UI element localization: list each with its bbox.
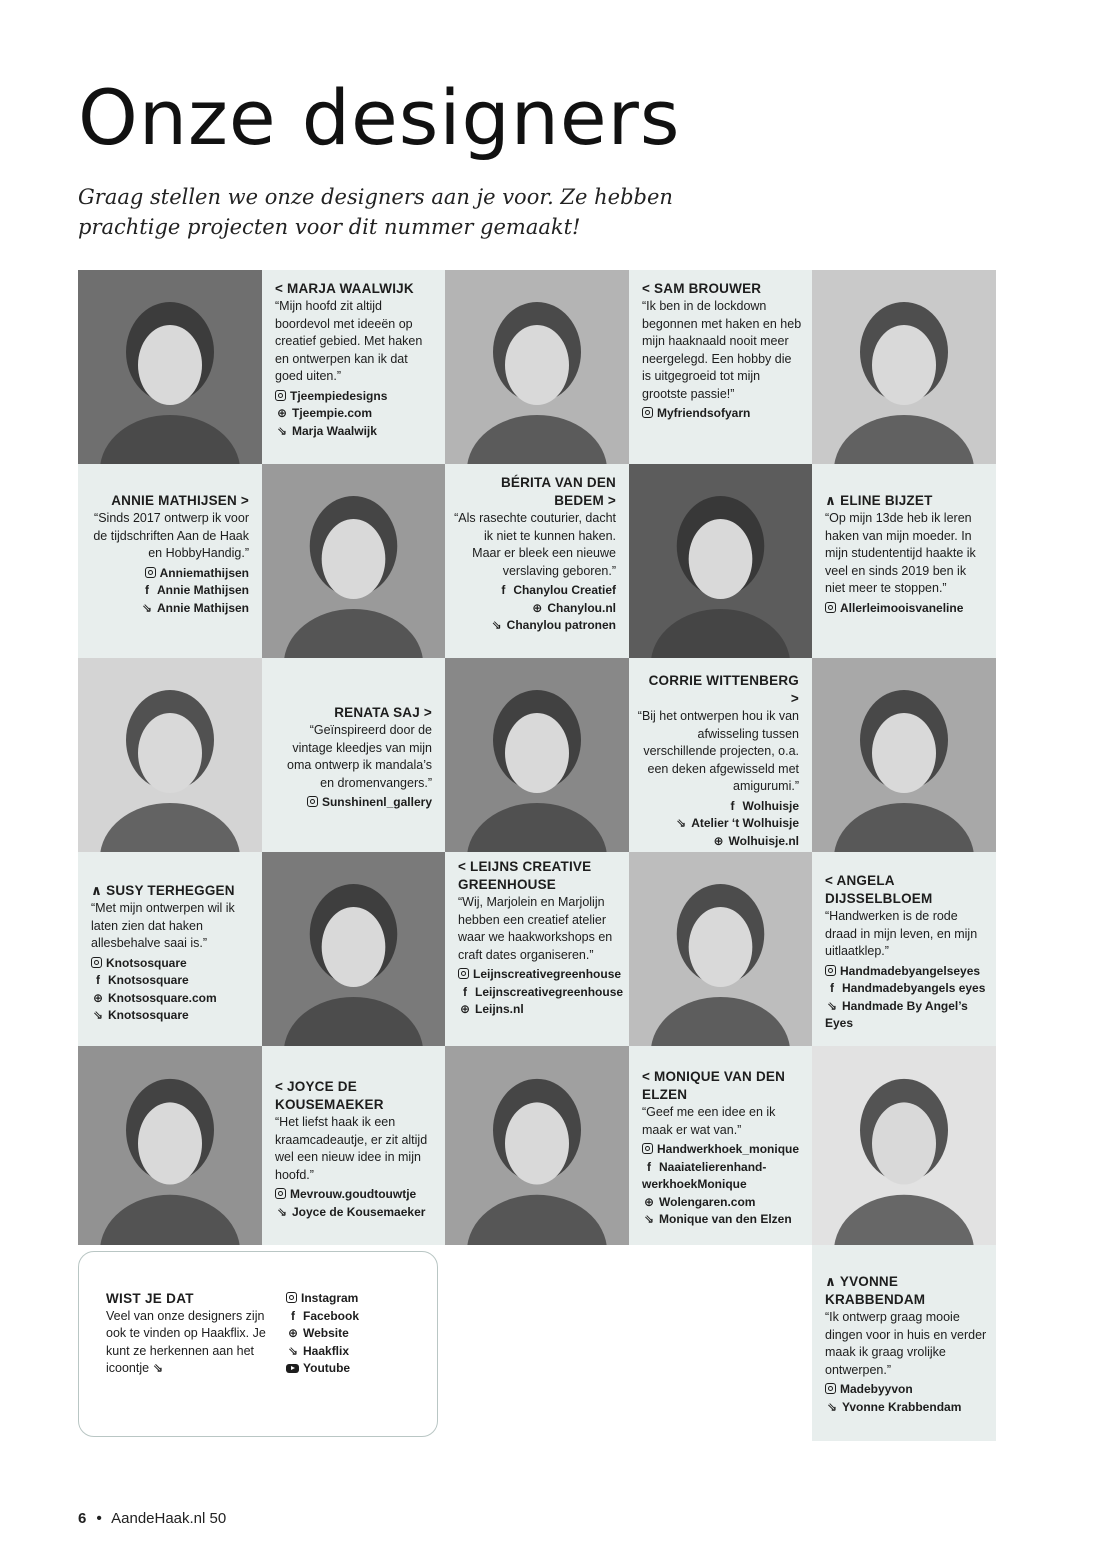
social-link-text: Handmadebyangels eyes bbox=[842, 981, 986, 995]
portrait-image bbox=[445, 270, 629, 464]
designer-quote: “Wij, Marjolein en Marjolijn hebben een creatief atelier waar we haakworkshops en craft dates organiseren.” bbox=[458, 895, 613, 962]
social-link-text: Anniemathijsen bbox=[159, 565, 249, 580]
designer-name: ANNIE MATHIJSEN > bbox=[111, 493, 249, 508]
legend-label: Haakflix bbox=[303, 1343, 350, 1358]
social-link[interactable] bbox=[825, 600, 986, 618]
legend-item bbox=[286, 1360, 359, 1378]
designer-quote: “Ik ontwerp graag mooie dingen voor in huis en verder maak ik graag vrolijke ontwerpen.” bbox=[825, 1310, 987, 1377]
legend-item bbox=[286, 1308, 359, 1326]
social-link-text: Yvonne Krabbendam bbox=[842, 1399, 962, 1414]
portrait-image bbox=[262, 852, 445, 1046]
designer-quote: “Handwerken is de rode draad in mijn leven, en mijn uitlaatklep.” bbox=[825, 909, 978, 958]
designer-name: ∧ ELINE BIJZET bbox=[825, 493, 933, 508]
website-icon: ⊕ bbox=[459, 1002, 471, 1016]
card-eline-bijzet bbox=[812, 464, 996, 658]
social-link[interactable] bbox=[825, 980, 986, 998]
social-link[interactable] bbox=[637, 833, 799, 851]
portrait-image bbox=[812, 658, 996, 852]
designer-quote: “Met mijn ontwerpen wil ik laten zien dat haken allesbehalve saai is.” bbox=[91, 901, 235, 950]
haakflix-icon: ⇘ bbox=[826, 1399, 838, 1414]
haakflix-icon: ⇘ bbox=[92, 1008, 104, 1022]
card-corrie-wittenberg bbox=[629, 658, 812, 852]
social-link-text: Allerleimooisvaneline bbox=[840, 600, 964, 615]
designer-name: < MARJA WAALWIJK bbox=[275, 281, 414, 296]
social-link[interactable] bbox=[458, 1001, 619, 1019]
social-link-text: Mevrouw.goudtouwtje bbox=[290, 1187, 417, 1201]
instagram-icon bbox=[275, 390, 286, 401]
youtube-icon bbox=[286, 1364, 299, 1373]
social-link-text: Knotsosquare bbox=[108, 973, 189, 987]
portrait-image bbox=[262, 464, 445, 658]
facebook-icon: f bbox=[647, 1159, 651, 1174]
legend-label: Website bbox=[303, 1326, 349, 1340]
portrait-image bbox=[812, 270, 996, 464]
social-link[interactable] bbox=[86, 600, 249, 618]
wist-je-dat-body: Veel van onze designers zijn ook te vinden op Haakflix. Je kunt ze herkennen aan het icoontje ⇘ bbox=[106, 1308, 266, 1375]
legend-item bbox=[286, 1343, 359, 1361]
social-link-text: Naaiatelierenhand-werkhoekMonique bbox=[642, 1159, 767, 1191]
social-link-text: Annie Mathijsen bbox=[156, 600, 249, 615]
social-link-text: Joyce de Kousemaeker bbox=[292, 1204, 426, 1219]
designer-quote: “Sinds 2017 ontwerp ik voor de tijdschriften Aan de Haak en HobbyHandig.” bbox=[93, 511, 249, 560]
designer-name: < ANGELA DIJSSELBLOEM bbox=[825, 873, 933, 906]
photo-eline-bijzet bbox=[812, 270, 996, 464]
photo-joyce-de-kousemaeker bbox=[78, 1046, 262, 1245]
facebook-icon: f bbox=[144, 583, 149, 597]
haakflix-icon: ⇘ bbox=[141, 600, 153, 615]
card-berita-van-den-bedem bbox=[445, 464, 629, 658]
icon-legend bbox=[286, 1290, 359, 1378]
social-link[interactable] bbox=[642, 1211, 802, 1229]
portrait-image bbox=[78, 1046, 262, 1245]
social-link-text: Knotsosquare bbox=[106, 955, 187, 970]
social-link[interactable] bbox=[91, 990, 252, 1008]
social-link[interactable] bbox=[637, 815, 799, 833]
designer-name: CORRIE WITTENBERG > bbox=[648, 673, 799, 706]
facebook-icon: f bbox=[96, 973, 100, 987]
social-link[interactable] bbox=[825, 1399, 988, 1417]
designer-name: ∧ SUSY TERHEGGEN bbox=[91, 883, 235, 898]
social-link[interactable] bbox=[642, 1159, 802, 1194]
photo-yvonne-krabbendam bbox=[812, 1046, 996, 1245]
haakflix-icon: ⇘ bbox=[276, 423, 288, 438]
social-link[interactable] bbox=[453, 617, 616, 635]
designer-quote: “Bij het ontwerpen hou ik van afwisseling tussen verschillende projecten, o.a. een deken afgewisseld met amigurumi.” bbox=[637, 709, 799, 793]
card-joyce-de-kousemaeker bbox=[262, 1046, 445, 1245]
social-link-text: Chanylou.nl bbox=[547, 600, 616, 615]
social-link-text: Chanylou patronen bbox=[506, 618, 616, 632]
photo-annie-mathijsen bbox=[262, 464, 445, 658]
wist-je-dat-box bbox=[78, 1251, 438, 1437]
photo-sam-brouwer bbox=[445, 270, 629, 464]
designer-quote: “Geef me een idee en ik maak er wat van.” bbox=[642, 1105, 776, 1137]
facebook-icon: f bbox=[501, 583, 506, 597]
haakflix-icon: ⇘ bbox=[676, 816, 687, 830]
social-link-text: Handmade By Angel’s Eyes bbox=[825, 998, 968, 1030]
footer-bullet: • bbox=[96, 1510, 102, 1527]
social-link-text: Wolhuisje bbox=[742, 798, 799, 813]
portrait-image bbox=[445, 658, 629, 852]
haakflix-icon: ⇘ bbox=[276, 1204, 288, 1219]
website-icon: ⊕ bbox=[643, 1194, 655, 1209]
social-link[interactable] bbox=[275, 388, 435, 406]
card-susy-terheggen bbox=[78, 852, 262, 1046]
social-link-text: Leijns.nl bbox=[475, 1002, 524, 1016]
website-icon: ⊕ bbox=[276, 406, 288, 420]
designer-quote: “Ik ben in de lockdown begonnen met haken en heb mijn haaknaald nooit meer neergelegd. Een hobby die is uitgegroeid tot mijn grootste passie!” bbox=[642, 299, 802, 401]
instagram-icon bbox=[642, 407, 653, 418]
portrait-image bbox=[812, 1046, 996, 1245]
designer-name: < JOYCE DE KOUSEMAEKER bbox=[275, 1079, 384, 1112]
social-link[interactable] bbox=[458, 984, 624, 1002]
portrait-image bbox=[629, 852, 812, 1046]
card-sam-brouwer bbox=[629, 270, 812, 464]
haakflix-icon: ⇘ bbox=[152, 1361, 164, 1375]
social-link[interactable] bbox=[91, 972, 252, 990]
photo-leijns-creative-greenhouse bbox=[629, 852, 812, 1046]
social-link[interactable] bbox=[825, 963, 986, 981]
facebook-icon: f bbox=[730, 798, 735, 813]
wist-je-dat-title: WIST JE DAT bbox=[106, 1291, 194, 1306]
social-link-text: Knotsosquare bbox=[108, 1008, 189, 1022]
social-link[interactable] bbox=[275, 1186, 435, 1204]
intro-text: Graag stellen we onze designers aan je voor. Ze hebben prachtige projecten voor dit nummer gemaakt! bbox=[78, 185, 673, 239]
card-yvonne-krabbendam bbox=[812, 1245, 996, 1441]
haakflix-icon: ⇘ bbox=[643, 1212, 655, 1226]
social-link-text: Tjeempiedesigns bbox=[290, 388, 388, 403]
instagram-icon bbox=[825, 1383, 836, 1394]
designer-quote: “Mijn hoofd zit altijd boordevol met ideeën op creatief gebied. Met haken en ontwerpen kan ik dat goed uiten.” bbox=[275, 299, 423, 383]
haakflix-icon: ⇘ bbox=[491, 618, 502, 632]
social-link-text: Leijnscreativegreenhouse bbox=[473, 967, 622, 981]
portrait-image bbox=[78, 270, 262, 464]
social-link[interactable] bbox=[91, 1007, 252, 1025]
social-link[interactable] bbox=[642, 1194, 802, 1212]
facebook-icon: f bbox=[291, 1308, 295, 1323]
instagram-icon bbox=[145, 567, 156, 578]
website-icon: ⊕ bbox=[92, 990, 104, 1005]
designer-quote: “Op mijn 13de heb ik leren haken van mijn moeder. In mijn studententijd haakte ik veel en sinds 2019 ben ik niet meer te stoppen.” bbox=[825, 511, 976, 595]
designer-name: < LEIJNS CREATIVE GREENHOUSE bbox=[458, 859, 592, 892]
instagram-icon bbox=[91, 957, 102, 968]
social-link-text: Annie Mathijsen bbox=[156, 583, 249, 597]
social-link-text: Handmadebyangelseyes bbox=[840, 963, 981, 978]
designer-grid bbox=[78, 270, 996, 1245]
designer-quote: “Het liefst haak ik een kraamcadeautje, er zit altijd wel een nieuw idee in mijn hoofd.” bbox=[275, 1115, 428, 1182]
social-link[interactable] bbox=[637, 798, 799, 816]
photo-susy-terheggen bbox=[262, 852, 445, 1046]
social-link[interactable] bbox=[86, 582, 249, 600]
photo-berita-van-den-bedem bbox=[629, 464, 812, 658]
social-link-text: Tjeempie.com bbox=[292, 406, 373, 420]
social-link[interactable] bbox=[642, 405, 802, 423]
designer-name: BÉRITA VAN DEN BEDEM > bbox=[500, 475, 616, 508]
designer-quote: “Als rasechte couturier, dacht ik niet te kunnen haken. Maar er bleek een nieuwe verslaving geboren.” bbox=[454, 511, 616, 578]
instagram-icon bbox=[286, 1292, 297, 1303]
social-link[interactable] bbox=[642, 1141, 802, 1159]
social-link-text: Leijnscreativegreenhouse bbox=[475, 984, 624, 999]
photo-corrie-wittenberg bbox=[445, 658, 629, 852]
card-renata-saj bbox=[262, 658, 445, 852]
page-number: 6 bbox=[78, 1510, 87, 1527]
instagram-icon bbox=[275, 1188, 286, 1199]
designer-name: RENATA SAJ > bbox=[334, 705, 432, 720]
page-footer bbox=[78, 1510, 226, 1527]
instagram-icon bbox=[825, 602, 836, 613]
social-link-text: Knotsosquare.com bbox=[108, 990, 217, 1005]
legend-item bbox=[286, 1290, 359, 1308]
instagram-icon bbox=[825, 965, 836, 976]
social-link-text: Wolhuisje.nl bbox=[728, 833, 799, 848]
social-link[interactable] bbox=[86, 565, 249, 583]
photo-angela-dijsselbloem bbox=[812, 658, 996, 852]
website-icon: ⊕ bbox=[287, 1326, 299, 1340]
social-link[interactable] bbox=[458, 966, 622, 984]
haakflix-icon: ⇘ bbox=[287, 1343, 299, 1358]
portrait-image bbox=[78, 658, 262, 852]
website-icon: ⊕ bbox=[713, 833, 724, 848]
social-link-text: Madebyyvon bbox=[840, 1382, 913, 1396]
designer-name: < SAM BROUWER bbox=[642, 281, 762, 296]
social-link[interactable] bbox=[825, 1381, 988, 1399]
social-link[interactable] bbox=[453, 582, 616, 600]
legend-label: Instagram bbox=[301, 1291, 359, 1305]
card-marja-waalwijk bbox=[262, 270, 445, 464]
facebook-icon: f bbox=[830, 981, 834, 995]
card-annie-mathijsen bbox=[78, 464, 262, 658]
instagram-icon bbox=[642, 1143, 653, 1154]
social-link[interactable] bbox=[91, 955, 252, 973]
haakflix-icon: ⇘ bbox=[826, 998, 838, 1013]
card-leijns-creative-greenhouse bbox=[445, 852, 629, 1046]
social-link[interactable] bbox=[275, 405, 435, 423]
facebook-icon: f bbox=[463, 984, 467, 999]
designer-name: ∧ YVONNE KRABBENDAM bbox=[825, 1274, 926, 1307]
social-link[interactable] bbox=[825, 998, 986, 1033]
photo-monique-van-den-elzen bbox=[445, 1046, 629, 1245]
designer-quote: “Geïnspireerd door de vintage kleedjes van mijn oma ontwerp ik mandala’s en dromenvangers.” bbox=[287, 723, 432, 790]
social-link-text: Sunshinenl_gallery bbox=[321, 795, 432, 809]
social-link[interactable] bbox=[275, 1204, 435, 1222]
social-link-text: Chanylou Creatief bbox=[513, 583, 616, 597]
card-angela-dijsselbloem bbox=[812, 852, 996, 1046]
instagram-icon bbox=[458, 968, 469, 979]
social-link-text: Myfriendsofyarn bbox=[657, 406, 751, 420]
card-monique-van-den-elzen bbox=[629, 1046, 812, 1245]
legend-label: Youtube bbox=[303, 1361, 351, 1375]
portrait-image bbox=[445, 1046, 629, 1245]
photo-renata-saj bbox=[78, 658, 262, 852]
legend-item bbox=[286, 1325, 359, 1343]
social-link-text: Atelier ‘t Wolhuisje bbox=[691, 816, 799, 830]
photo-marja-waalwijk bbox=[78, 270, 262, 464]
magazine-name: AandeHaak.nl 50 bbox=[111, 1510, 227, 1527]
social-link-text: Handwerkhoek_monique bbox=[657, 1142, 800, 1156]
social-link[interactable] bbox=[453, 600, 616, 618]
portrait-image bbox=[629, 464, 812, 658]
social-link-text: Monique van den Elzen bbox=[659, 1212, 792, 1226]
social-link-text: Wolengaren.com bbox=[659, 1194, 756, 1209]
designer-name: < MONIQUE VAN DEN ELZEN bbox=[642, 1069, 786, 1102]
instagram-icon bbox=[307, 796, 318, 807]
page-title: Onze designers bbox=[78, 73, 681, 162]
social-link-text: Marja Waalwijk bbox=[292, 423, 377, 438]
website-icon: ⊕ bbox=[532, 600, 543, 615]
social-link[interactable] bbox=[275, 423, 435, 441]
social-link[interactable] bbox=[270, 794, 432, 812]
legend-label: Facebook bbox=[303, 1308, 360, 1323]
